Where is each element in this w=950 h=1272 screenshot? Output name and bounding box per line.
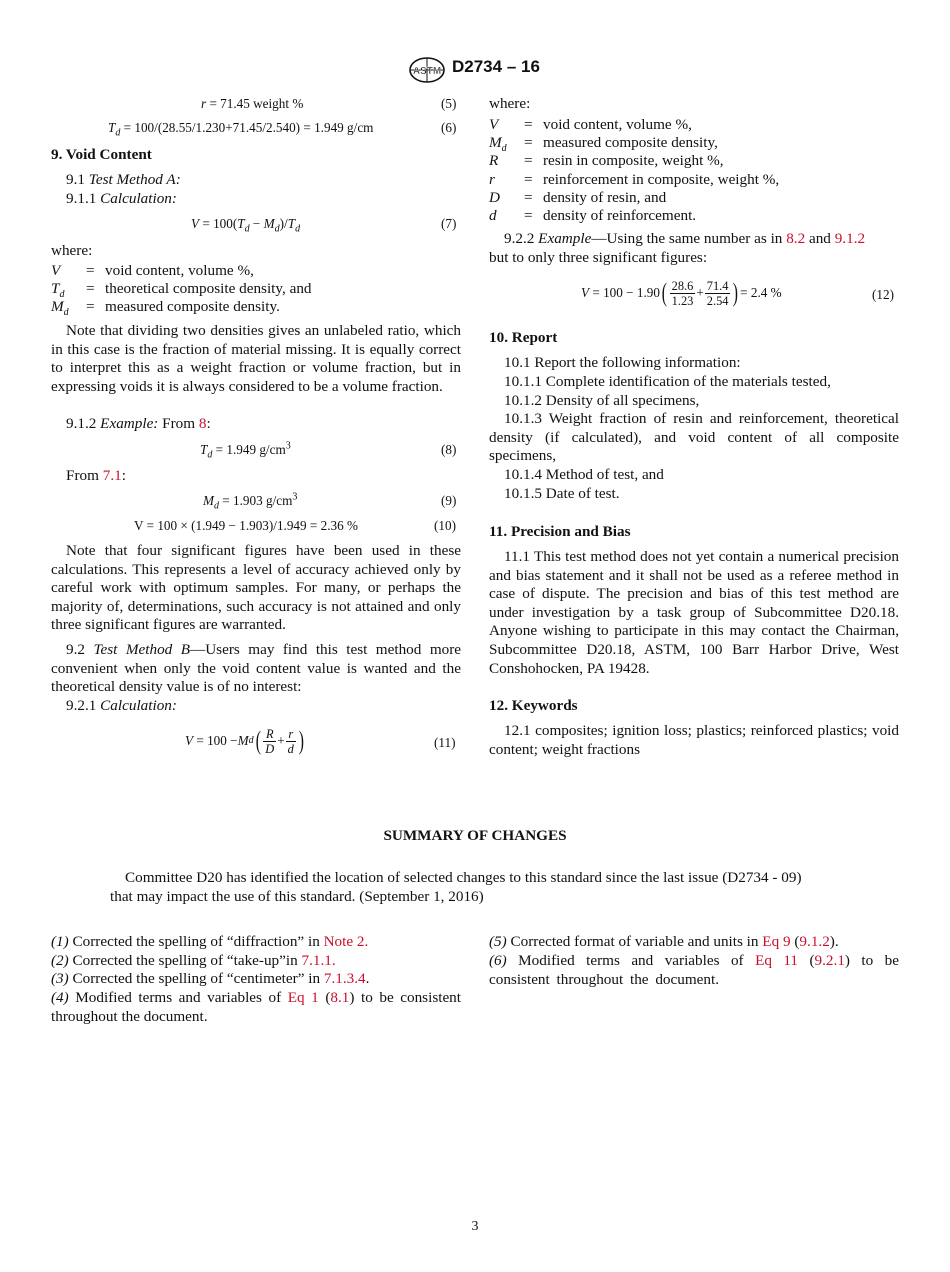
ref-link[interactable]: 9.1.2 [799,933,830,950]
keywords-paragraph: 12.1 composites; ignition loss; plastics; reinforced plastics; void content; weight fractions [489,722,899,758]
document-id: D2734 – 16 [452,57,540,76]
equation-number: (8) [441,442,457,457]
summary-intro: Committee D20 has identified the location of selected changes to this standard since the last issue (D2734 - 09) [125,869,802,886]
where-label: where: [51,242,93,259]
page-header [0,57,950,81]
change-item: (6) Modified terms and variables of Eq 11 (9.2.1) to be consistent throughout the document. [489,952,900,988]
change-item: (2) Corrected the spelling of “take-up”in 7.1.1. [51,952,336,969]
section-9-heading: 9. Void Content [51,146,152,163]
definition-row: $M_d$ = measured composite density. [51,298,280,319]
ref-link[interactable]: Eq 9 [762,933,791,950]
ref-link[interactable]: Eq 1 [287,989,319,1006]
change-item: (3) Corrected the spelling of “centimeter” in 7.1.3.4. [51,970,370,987]
variable-definitions [51,262,312,317]
where-label: where: [489,95,531,112]
precision-paragraph: 11.1 This test method does not yet contain a numerical precision and bias statement and it shall not be used as a referee method in case of dispute. The precision and bias of this test method are under investigation by a task group of Subcommittee D20.18. Anyone wishing to participate in this may contact the Chairman, Subcommittee D20.18, ASTM, 100 Barr Harbor Drive, West Conshohocken, PA 19428. [489,548,899,677]
summary-intro: that may impact the use of this standard. (September 1, 2016) [110,888,484,905]
equation-number: (6) [441,120,457,135]
ref-link[interactable]: 8 [198,415,207,432]
definition-row: D = density of resin, and [489,188,667,206]
fraction: $\frac{28.6}{1.23}$ [671,278,694,308]
section-9-2-1: 9.2.1 Calculation: [66,697,177,714]
definition-row: d = density of reinforcement. [489,207,697,225]
equation-number: (10) [434,518,456,533]
report-item: 10.1.2 Density of all specimens, [504,392,700,409]
definition-row: V = void content, volume %, [51,262,254,279]
fraction: $\frac{r}{d}$ [287,726,294,756]
ref-link[interactable]: 9.1.2 [834,230,866,247]
change-item: (4) Modified terms and variables of Eq 1 (8.1) to be consistent throughout the document. [51,989,461,1025]
definition-row: $M_d$ = measured composite density, [489,134,718,155]
change-item: (1) Corrected the spelling of “diffraction” in Note 2. [51,933,369,950]
equation-number: (9) [441,493,457,508]
equation-11: V = 100 − M d ( $\frac{R}{D}$ + $\frac{r}{d}$ ) [185,725,304,756]
report-item: 10.1.1 Complete identification of the materials tested, [504,373,831,390]
section-12-heading: 12. Keywords [489,697,578,714]
section-9-2-2: 9.2.2 Example—Using the same number as in 8.2 and 9.1.2 [504,230,866,247]
section-11-heading: 11. Precision and Bias [489,523,631,540]
ref-link[interactable]: 7.1.1 [301,952,332,969]
summary-title: SUMMARY OF CHANGES [383,827,567,844]
equation-8: $T_d = 1.949$ $g/cm^3$ [200,440,291,461]
report-item: 10.1.4 Method of test, and [504,466,664,483]
definition-row: R = resin in composite, weight %, [489,152,724,170]
section-10-heading: 10. Report [489,329,558,346]
sigfig-paragraph: Note that four significant figures have been used in these calculations. This represents a level of accuracy achieved only by careful work with optimum samples. For many, or perhaps the majority of, determinations, such accuracy is not attained and only three significant figures are warranted. [51,542,461,634]
equation-10: V = 100 × (1.949 − 1.903)/1.949 = 2.36 % [134,518,359,533]
page-number: 3 [471,1219,479,1234]
fraction: $\frac{R}{D}$ [265,726,275,756]
equation-7: $V = 100(T_d - M_d)/T_d$ [191,216,301,235]
report-item: 10.1.5 Date of test. [504,485,620,502]
section-9-1: 9.1 Test Method A: [66,171,181,188]
definition-row: $T_d$ = theoretical composite density, and [51,280,312,301]
astm-logo-icon [409,57,445,83]
fraction: $\frac{71.4}{2.54}$ [706,278,729,308]
ref-link[interactable]: Note 2 [323,933,365,950]
ref-link[interactable]: Eq 11 [755,952,799,969]
equation-number: (7) [441,216,457,231]
equation-6: $T_d = 100/(28.55/1.230+71.45/2.540) = 1.949$ g/cm [108,120,374,139]
ref-link[interactable]: 8.1 [330,989,350,1006]
ref-link[interactable]: 9.2.1 [814,952,845,969]
section-9-2: 9.2 Test Method B—Users may find this test method more convenient when only the void content value is wanted and the theoretical density value is of no interest: [51,641,462,696]
note-paragraph: Note that dividing two densities gives an unlabeled ratio, which in this case is the fraction of material missing. It is equally correct to interpret this as a weight fraction or volume fraction, but in expressing voids it is always considered to be a volume fraction. [51,322,461,395]
section-9-1-1: 9.1.1 Calculation: [66,190,177,207]
equation-9: $M_d = 1.903$ $g/cm^3$ [203,491,298,512]
ref-link[interactable]: 8.2 [786,230,806,247]
section-9-2-2-cont: but to only three significant figures: [489,249,708,266]
from-7-1: From 7.1: [66,467,126,484]
equation-12: V = 100 − 1.90 ( $\frac{28.6}{1.23}$ + $\frac{71.4}{2.54}$ ) = 2.4 % [581,277,782,308]
report-item: 10.1.3 Weight fraction of resin and reinforcement, theoretical density (if calculated), and void content of all composite specimens, [489,410,899,465]
svg-text:ASTM: ASTM [412,66,442,77]
section-9-1-2: 9.1.2 Example: From 8: [66,415,211,432]
equation-number: (12) [872,287,894,302]
change-item: (5) Corrected format of variable and units in Eq 9 (9.1.2). [489,933,839,950]
equation-5: r = 71.45 weight % [201,96,304,111]
variable-definitions [489,116,779,225]
equation-number: (11) [434,735,456,750]
equation-number: (5) [441,96,457,111]
ref-link[interactable]: 7.1 [102,467,122,484]
report-item: 10.1 Report the following information: [504,354,741,371]
definition-row: r = reinforcement in composite, weight %, [489,170,780,188]
ref-link[interactable]: 7.1.3.4 [323,970,366,987]
definition-row: V = void content, volume %, [489,116,692,133]
